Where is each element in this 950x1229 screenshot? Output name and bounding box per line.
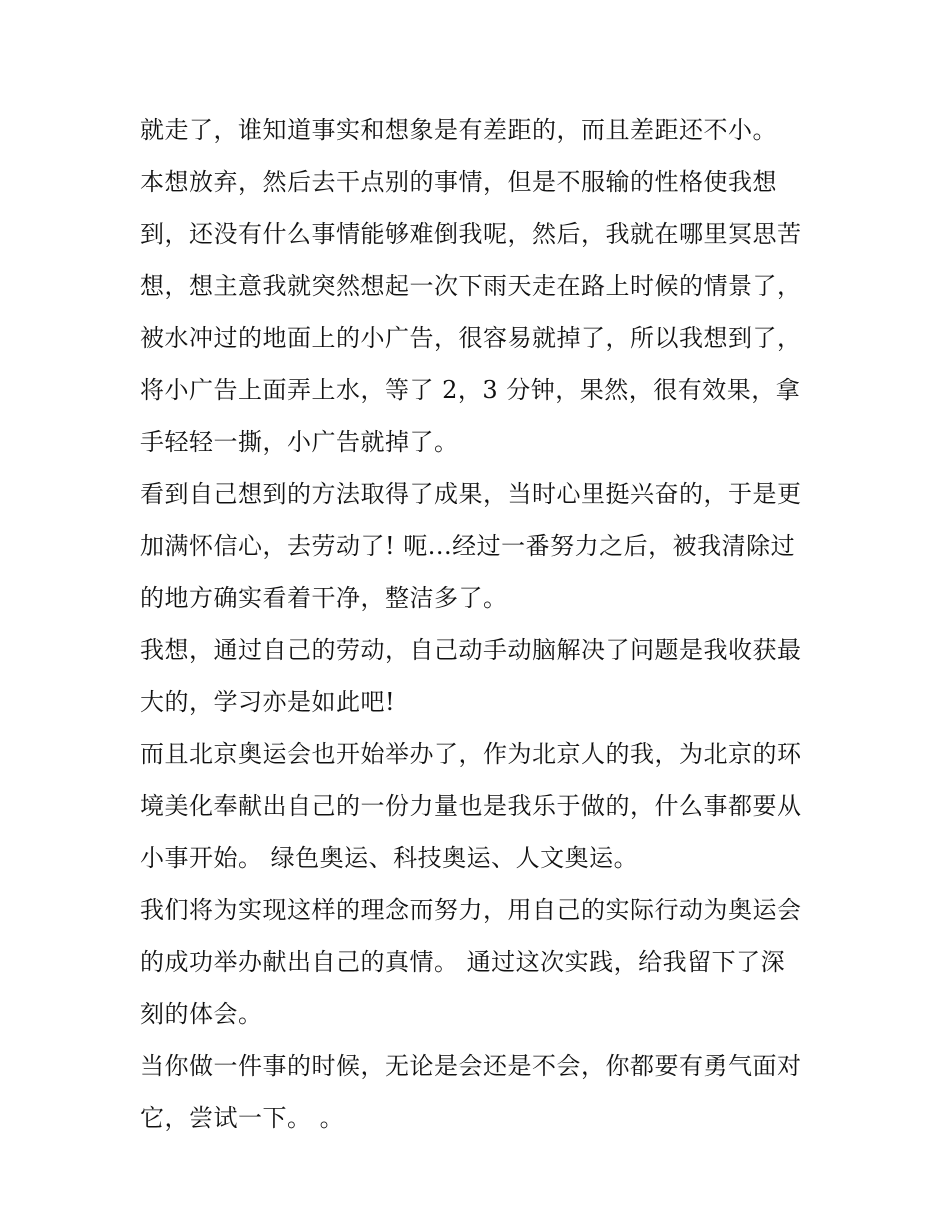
text-line: 的地方确实看着干净，整洁多了。 xyxy=(140,584,508,612)
text-line: 的成功举办献出自己的真情。 通过这次实践，给我留下了深 xyxy=(140,948,786,976)
text-line: 到，还没有什么事情能够难倒我呢，然后，我就在哪里冥思苦 xyxy=(140,220,802,248)
text-line: 手轻轻一撕，小广告就掉了。 xyxy=(140,428,459,456)
text-line: 而且北京奥运会也开始举办了，作为北京人的我，为北京的环 xyxy=(140,740,802,768)
text-line: 小事开始。 绿色奥运、科技奥运、人文奥运。 xyxy=(140,844,639,872)
text-line: 我们将为实现这样的理念而努力，用自己的实际行动为奥运会 xyxy=(140,896,802,924)
text-line: 它，尝试一下。 。 xyxy=(140,1104,345,1132)
text-line: 大的，学习亦是如此吧! xyxy=(140,688,396,716)
text-line: 将小广告上面弄上水，等了 2，3 分钟，果然，很有效果，拿 xyxy=(140,376,801,404)
text-line: 本想放弃，然后去干点别的事情，但是不服输的性格使我想 xyxy=(140,168,777,196)
document-body xyxy=(140,104,820,1144)
text-line: 刻的体会。 xyxy=(140,1000,263,1028)
text-line: 境美化奉献出自己的一份力量也是我乐于做的，什么事都要从 xyxy=(140,792,802,820)
text-line: 看到自己想到的方法取得了成果，当时心里挺兴奋的，于是更 xyxy=(140,480,802,508)
text-line: 就走了，谁知道事实和想象是有差距的，而且差距还不小。 xyxy=(140,116,777,144)
text-line: 被水冲过的地面上的小广告，很容易就掉了，所以我想到了， xyxy=(140,324,802,352)
text-line: 我想，通过自己的劳动，自己动手动脑解决了问题是我收获最 xyxy=(140,636,802,664)
text-line: 加满怀信心，去劳动了! 呃...经过一番努力之后，被我清除过 xyxy=(140,532,796,560)
text-line: 当你做一件事的时候，无论是会还是不会，你都要有勇气面对 xyxy=(140,1052,802,1080)
text-line: 想，想主意我就突然想起一次下雨天走在路上时候的情景了， xyxy=(140,272,802,300)
